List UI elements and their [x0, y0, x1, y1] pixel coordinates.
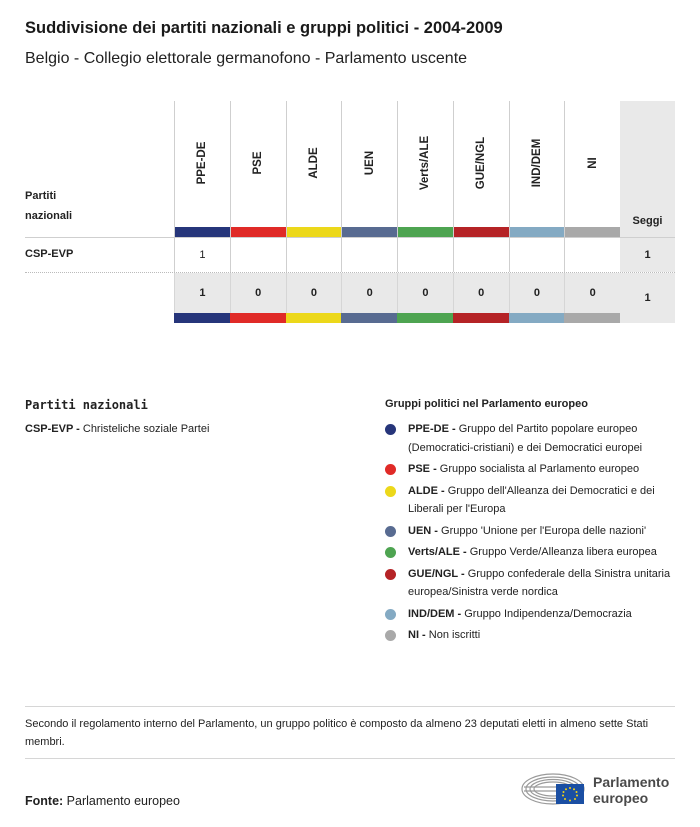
legend-item: IND/DEM - Gruppo Indipendenza/Democrazia [385, 605, 680, 624]
legend-item: PPE-DE - Gruppo del Partito popolare europeo (Democratici-cristiani) e dei Democratici europei [385, 420, 680, 457]
column-header-2 [286, 101, 342, 237]
total-cell: 0 [230, 273, 286, 313]
total-cell: 1 [174, 273, 230, 313]
total-cell: 0 [453, 273, 509, 313]
european-parliament-logo: Parlamento europeo [520, 769, 680, 809]
column-header-5 [453, 101, 509, 237]
table-cell [509, 238, 565, 272]
total-color-bar [564, 313, 620, 323]
column-header-0 [174, 101, 230, 237]
group-color-bar [175, 227, 230, 237]
page-title: Suddivisione dei partiti nazionali e gruppi politici - 2004-2009 [25, 19, 503, 37]
table-cell [286, 238, 342, 272]
legend-item: Verts/ALE - Gruppo Verde/Alleanza libera europea [385, 543, 680, 562]
total-cell: 0 [509, 273, 565, 313]
national-parties-title: Partiti nazionali [25, 398, 148, 412]
table-row [25, 237, 675, 273]
group-color-bar [287, 227, 342, 237]
total-color-bar [286, 313, 342, 323]
total-color-bar [397, 313, 453, 323]
total-color-bar [453, 313, 509, 323]
table-cell: 1 [174, 238, 230, 272]
legend-dot-icon [385, 424, 396, 435]
table-cell [453, 238, 509, 272]
seggi-header: Seggi [620, 101, 675, 237]
group-color-bar [342, 227, 397, 237]
legend-dot-icon [385, 609, 396, 620]
total-cell: 0 [341, 273, 397, 313]
legend-item: GUE/NGL - Gruppo confederale della Sinistra unitaria europea/Sinistra verde nordica [385, 565, 680, 602]
total-color-bar [174, 313, 230, 323]
group-label: PSE [252, 151, 265, 175]
national-party-item: CSP-EVP - Christeliche soziale Partei [25, 423, 210, 435]
legend-item: PSE - Gruppo socialista al Parlamento europeo [385, 460, 680, 479]
group-label: GUE/NGL [475, 136, 488, 190]
column-header-6 [509, 101, 565, 237]
group-label: UEN [363, 150, 376, 176]
total-color-bar [341, 313, 397, 323]
column-header-7 [564, 101, 620, 237]
legend-item: ALDE - Gruppo dell'Alleanza dei Democratici e dei Liberali per l'Europa [385, 482, 680, 519]
total-cell: 0 [286, 273, 342, 313]
total-cell: 0 [397, 273, 453, 313]
legend-dot-icon [385, 526, 396, 537]
legend-dot-icon [385, 547, 396, 558]
group-color-bar [510, 227, 565, 237]
page-subtitle: Belgio - Collegio elettorale germanofono - Parlamento uscente [25, 50, 468, 67]
total-cell: 0 [564, 273, 620, 313]
column-header-1 [230, 101, 286, 237]
totals-row [174, 273, 675, 323]
row-seggi: 1 [620, 238, 675, 272]
legend-dot-icon [385, 569, 396, 580]
european-parliament-hemicycle-icon [520, 769, 590, 809]
legend-dot-icon [385, 486, 396, 497]
party-name: CSP-EVP [25, 248, 74, 260]
group-color-bar [398, 227, 453, 237]
total-color-bar [230, 313, 286, 323]
total-seggi: 1 [620, 273, 675, 323]
partiti-nazionali-header: Partiti nazionali [25, 190, 73, 222]
footnote: Secondo il regolamento interno del Parlamento, un gruppo politico è composto da almeno 23 deputati eletti in almeno sette Stati membri. [25, 706, 675, 759]
group-label: PPE-DE [196, 141, 209, 185]
source-line: Fonte: Parlamento europeo [25, 794, 180, 808]
legend-item: NI - Non iscritti [385, 626, 680, 645]
table-cell [230, 238, 286, 272]
column-header-3 [341, 101, 397, 237]
total-color-bar [509, 313, 565, 323]
group-color-bar [454, 227, 509, 237]
column-header-4 [397, 101, 453, 237]
group-color-bar [565, 227, 620, 237]
group-label: Verts/ALE [419, 135, 432, 191]
political-groups-title: Gruppi politici nel Parlamento europeo [385, 398, 588, 410]
legend-dot-icon [385, 464, 396, 475]
group-label: ALDE [307, 147, 320, 179]
table-cell [564, 238, 620, 272]
group-color-bar [231, 227, 286, 237]
group-label: NI [586, 157, 599, 169]
political-groups-legend [385, 420, 680, 648]
table-cell [341, 238, 397, 272]
legend-dot-icon [385, 630, 396, 641]
legend-item: UEN - Gruppo 'Unione per l'Europa delle nazioni' [385, 522, 680, 541]
group-label: IND/DEM [530, 138, 543, 188]
table-cell [397, 238, 453, 272]
